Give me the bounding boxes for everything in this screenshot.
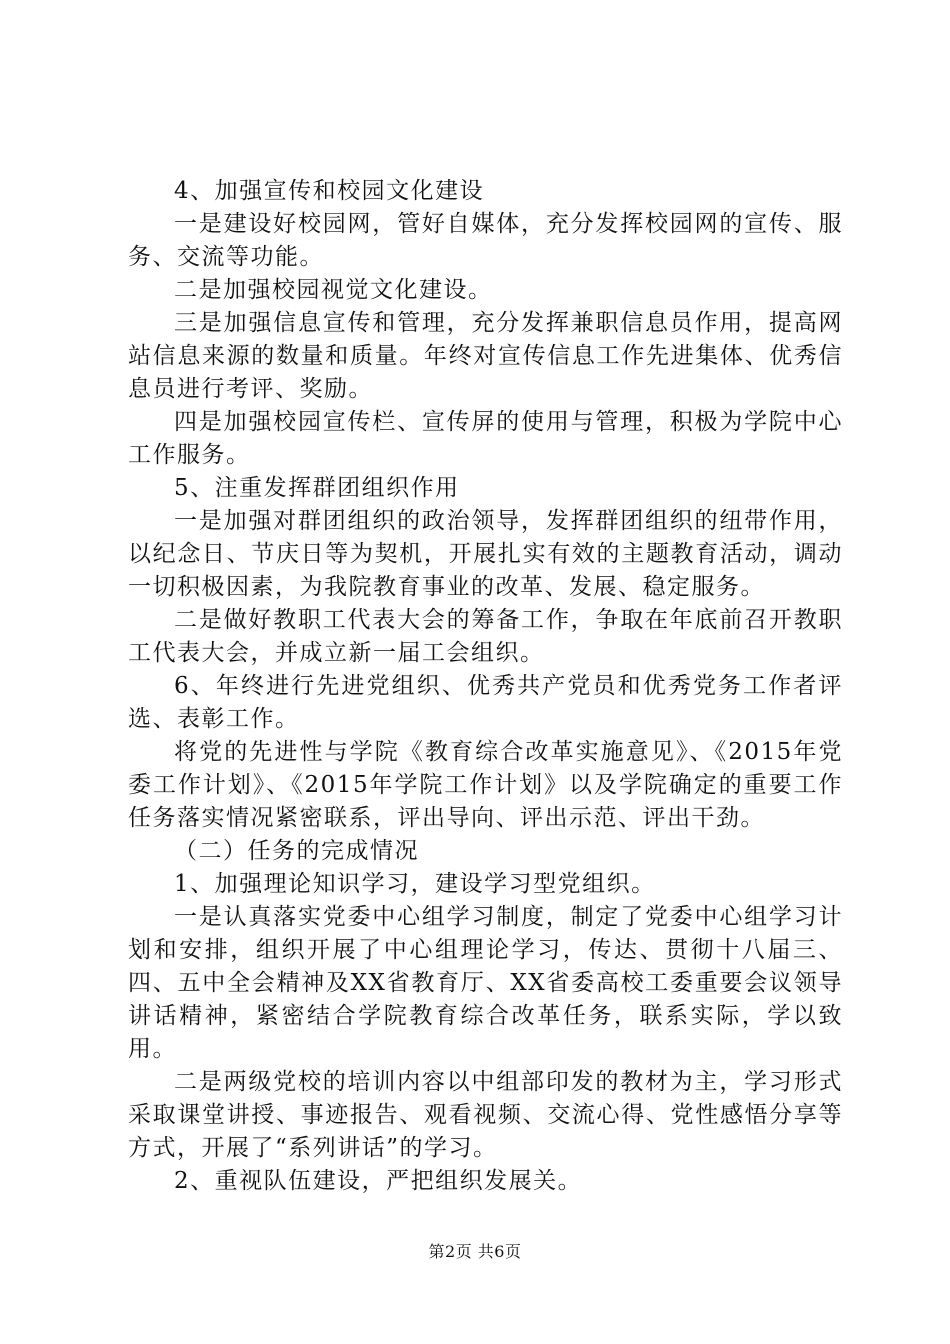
paragraph: 二是加强校园视觉文化建设。 [174, 277, 493, 303]
paragraph: 二是两级党校的培训内容以中组部印发的教材为主，学习形式采取课堂讲授、事迹报告、观看视频、交流心得、党性感悟分享等方式，开展了“系列讲话”的学习。 [128, 1069, 843, 1161]
document-body [128, 175, 843, 1198]
heading-item-4: 4、加强宣传和校园文化建设 [174, 178, 485, 204]
heading-item-1: 1、加强理论知识学习，建设学习型党组织。 [174, 871, 656, 897]
page-number-footer: 第2页 共6页 [428, 1242, 522, 1261]
paragraph: 一是认真落实党委中心组学习制度，制定了党委中心组学习计划和安排，组织开展了中心组理论学习，传达、贯彻十八届三、四、五中全会精神及XX省教育厅、XX省委高校工委重要会议领导讲话精神，紧密结合学院教育综合改革任务，联系实际，学以致用。 [128, 904, 843, 1062]
heading-item-2: 2、重视队伍建设，严把组织发展关。 [174, 1168, 583, 1194]
paragraph: 三是加强信息宣传和管理，充分发挥兼职信息员作用，提高网站信息来源的数量和质量。年终对宣传信息工作先进集体、优秀信息员进行考评、奖励。 [128, 310, 843, 402]
paragraph: 将党的先进性与学院《教育综合改革实施意见》、《2015年党委工作计划》、《2015年学院工作计划》以及学院确定的重要工作任务落实情况紧密联系，评出导向、评出示范、评出干劲。 [128, 739, 843, 831]
paragraph: 二是做好教职工代表大会的筹备工作，争取在年底前召开教职工代表大会，并成立新一届工会组织。 [128, 607, 843, 666]
section-heading: （二）任务的完成情况 [174, 838, 419, 864]
heading-item-6: 6、年终进行先进党组织、优秀共产党员和优秀党务工作者评选、表彰工作。 [128, 673, 843, 732]
paragraph: 一是建设好校园网，管好自媒体，充分发挥校园网的宣传、服务、交流等功能。 [128, 211, 843, 270]
heading-item-5: 5、注重发挥群团组织作用 [174, 475, 460, 501]
paragraph: 一是加强对群团组织的政治领导，发挥群团组织的纽带作用，以纪念日、节庆日等为契机，开展扎实有效的主题教育活动，调动一切积极因素，为我院教育事业的改革、发展、稳定服务。 [128, 508, 843, 600]
paragraph: 四是加强校园宣传栏、宣传屏的使用与管理，积极为学院中心工作服务。 [128, 409, 843, 468]
